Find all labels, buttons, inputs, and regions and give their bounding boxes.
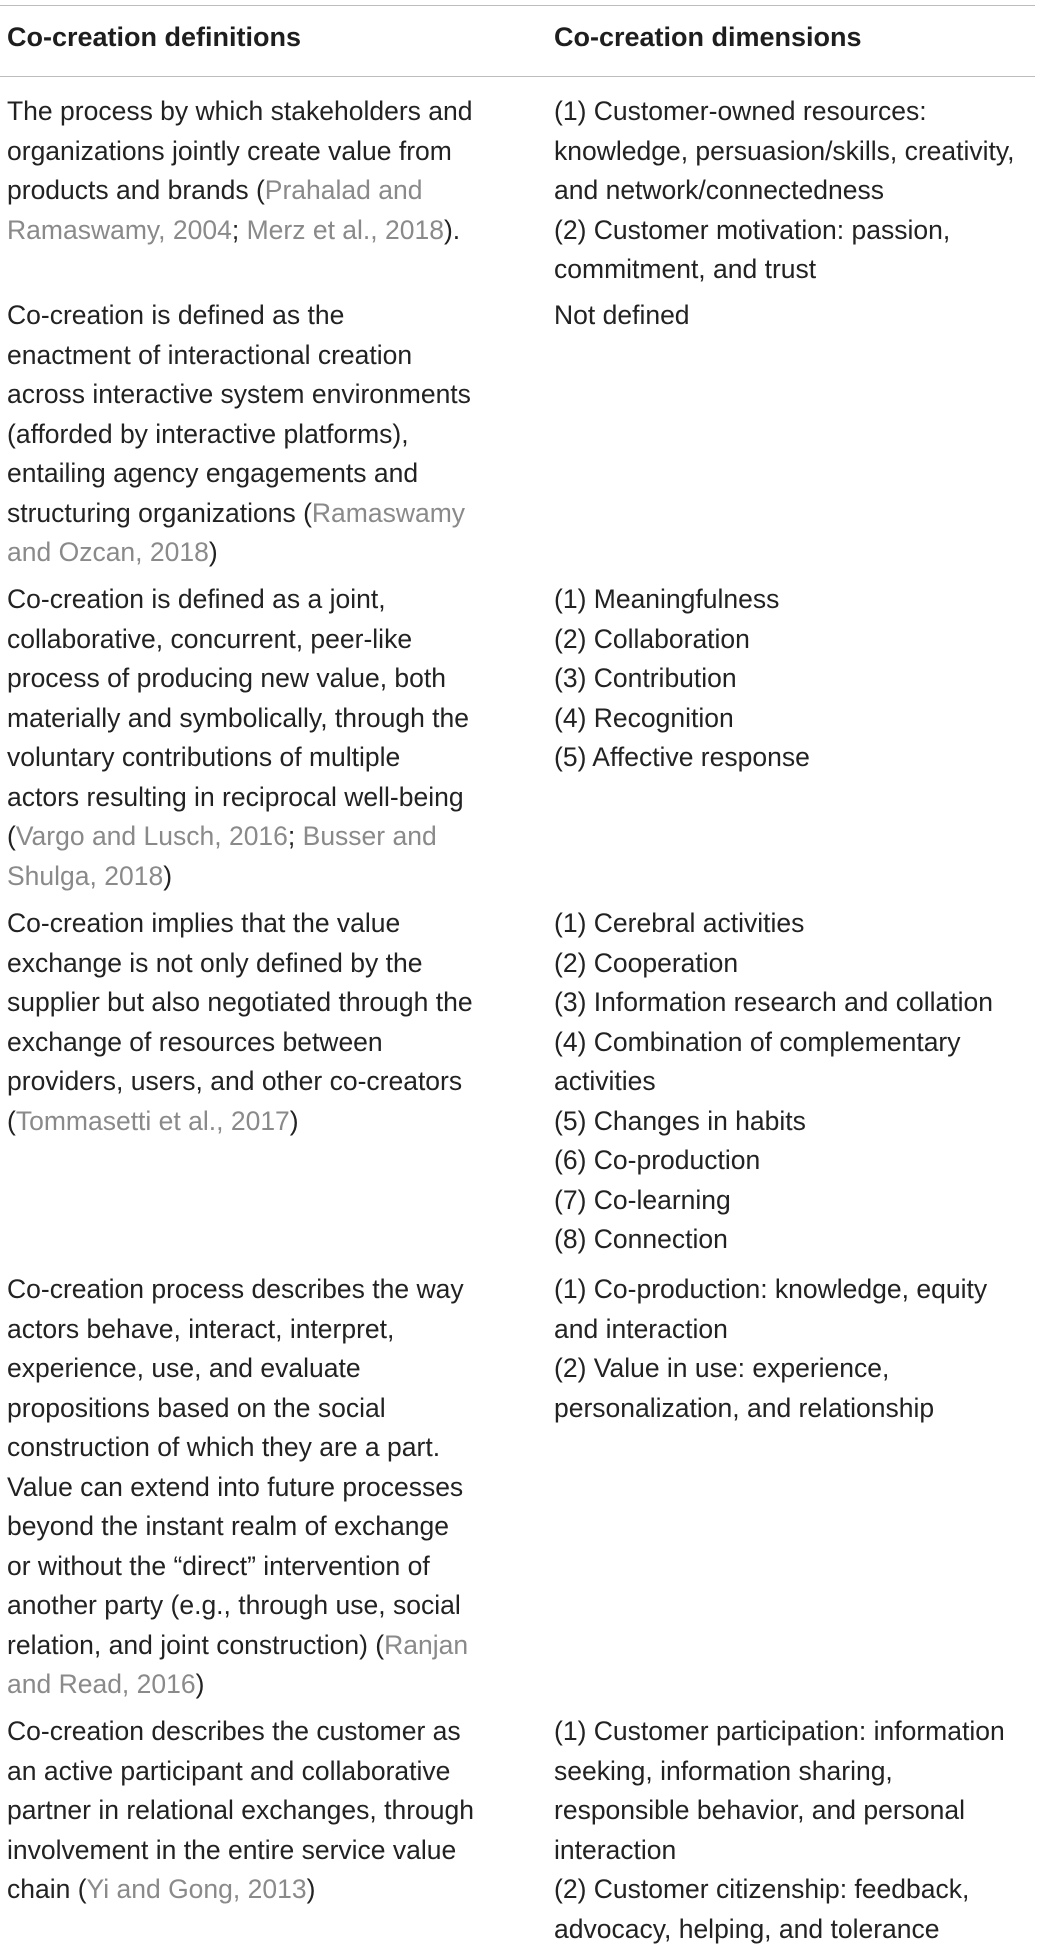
definition-line xyxy=(7,375,471,415)
dimension-line: commitment, and trust xyxy=(554,250,1015,290)
definition-line xyxy=(7,944,473,984)
definition-text: experience, use, and evaluate xyxy=(7,1353,361,1383)
definition-text: supplier but also negotiated through the xyxy=(7,987,473,1017)
dimension-line: (5) Changes in habits xyxy=(554,1102,993,1142)
definition-line xyxy=(7,1062,473,1102)
definition-text: exchange of resources between xyxy=(7,1027,383,1057)
definition-text: structuring organizations ( xyxy=(7,498,312,528)
citation-link: and Ozcan, 2018 xyxy=(7,537,209,567)
definition-line xyxy=(7,1752,474,1792)
definition-text: ( xyxy=(7,821,16,851)
definition-line xyxy=(7,580,469,620)
definition-text: ) xyxy=(209,537,218,567)
citation-link: Prahalad and xyxy=(265,175,423,205)
definition-cell xyxy=(7,1270,468,1705)
definition-line xyxy=(7,778,469,818)
dimensions-cell xyxy=(554,92,1015,290)
definition-text: another party (e.g., through use, social xyxy=(7,1590,461,1620)
definition-line xyxy=(7,1791,474,1831)
definition-line xyxy=(7,1870,474,1910)
definition-text: products and brands ( xyxy=(7,175,265,205)
definition-text: Value can extend into future processes xyxy=(7,1472,463,1502)
dimensions-cell xyxy=(554,296,690,336)
definition-cell xyxy=(7,92,472,250)
definition-text: materially and symbolically, through the xyxy=(7,703,469,733)
definition-line xyxy=(7,1586,468,1626)
definition-line xyxy=(7,132,472,172)
definition-line xyxy=(7,1102,473,1142)
dimensions-cell xyxy=(554,580,810,778)
definition-text: Co-creation is defined as a joint, xyxy=(7,584,386,614)
dimension-line: (5) Affective response xyxy=(554,738,810,778)
definition-text: chain ( xyxy=(7,1874,87,1904)
definition-cell xyxy=(7,296,471,573)
definition-text: actors resulting in reciprocal well-being xyxy=(7,782,464,812)
definition-text: an active participant and collaborative xyxy=(7,1756,450,1786)
definition-line xyxy=(7,1389,468,1429)
definition-text: process of producing new value, both xyxy=(7,663,446,693)
dimension-line: (3) Contribution xyxy=(554,659,810,699)
definition-line xyxy=(7,620,469,660)
definition-line xyxy=(7,1468,468,1508)
citation-link: Busser and xyxy=(303,821,437,851)
dimension-line: seeking, information sharing, xyxy=(554,1752,1005,1792)
definition-line xyxy=(7,1349,468,1389)
dimension-line: and interaction xyxy=(554,1310,987,1350)
dimensions-cell xyxy=(554,1712,1005,1949)
header-dimensions: Co-creation dimensions xyxy=(554,22,862,53)
definition-line xyxy=(7,171,472,211)
definition-text: or without the “direct” intervention of xyxy=(7,1551,430,1581)
definition-line xyxy=(7,494,471,534)
definition-text: ) xyxy=(163,861,172,891)
definition-text: Co-creation implies that the value xyxy=(7,908,400,938)
definition-line xyxy=(7,1428,468,1468)
definition-line xyxy=(7,336,471,376)
definition-line xyxy=(7,296,471,336)
definition-line xyxy=(7,1023,473,1063)
definition-text: partner in relational exchanges, through xyxy=(7,1795,474,1825)
definition-text: across interactive system environments xyxy=(7,379,471,409)
definition-line xyxy=(7,415,471,455)
definition-line xyxy=(7,904,473,944)
citation-link: Vargo and Lusch, 2016 xyxy=(16,821,288,851)
dimension-line: (2) Cooperation xyxy=(554,944,993,984)
definition-line xyxy=(7,1831,474,1871)
definition-text: ; xyxy=(288,821,303,851)
table-header-rule xyxy=(0,76,1035,77)
definition-line xyxy=(7,659,469,699)
definition-text: ) xyxy=(290,1106,299,1136)
dimension-line: (1) Cerebral activities xyxy=(554,904,993,944)
definition-text: entailing agency engagements and xyxy=(7,458,418,488)
dimension-line: (2) Customer motivation: passion, xyxy=(554,211,1015,251)
definition-line xyxy=(7,454,471,494)
dimension-line: activities xyxy=(554,1062,993,1102)
definition-line xyxy=(7,211,472,251)
definition-cell xyxy=(7,580,469,896)
definition-line xyxy=(7,857,469,897)
citation-link: Ramaswamy, 2004 xyxy=(7,215,232,245)
definition-line xyxy=(7,92,472,132)
definition-line xyxy=(7,1665,468,1705)
dimension-line: (3) Information research and collation xyxy=(554,983,993,1023)
definition-text: construction of which they are a part. xyxy=(7,1432,440,1462)
definition-text: Co-creation process describes the way xyxy=(7,1274,464,1304)
definition-text: ( xyxy=(7,1106,16,1136)
header-definitions: Co-creation definitions xyxy=(7,22,301,53)
definition-text: relation, and joint construction) ( xyxy=(7,1630,384,1660)
dimension-line: (4) Combination of complementary xyxy=(554,1023,993,1063)
definition-line xyxy=(7,1507,468,1547)
definition-line xyxy=(7,738,469,778)
definition-text: collaborative, concurrent, peer-like xyxy=(7,624,412,654)
definition-text: The process by which stakeholders and xyxy=(7,96,472,126)
citation-link: Ranjan xyxy=(384,1630,468,1660)
definition-text: Co-creation describes the customer as xyxy=(7,1716,461,1746)
dimension-line: (6) Co-production xyxy=(554,1141,993,1181)
definition-line xyxy=(7,1626,468,1666)
dimension-line: Not defined xyxy=(554,296,690,336)
dimension-line: (2) Collaboration xyxy=(554,620,810,660)
definition-line xyxy=(7,1712,474,1752)
dimension-line: personalization, and relationship xyxy=(554,1389,987,1429)
citation-link: Shulga, 2018 xyxy=(7,861,163,891)
dimension-line: (1) Co-production: knowledge, equity xyxy=(554,1270,987,1310)
dimension-line: (1) Customer-owned resources: xyxy=(554,92,1015,132)
citation-link: Yi and Gong, 2013 xyxy=(87,1874,307,1904)
citation-link: Ramaswamy xyxy=(312,498,465,528)
definition-text: beyond the instant realm of exchange xyxy=(7,1511,449,1541)
dimension-line: (2) Customer citizenship: feedback, xyxy=(554,1870,1005,1910)
definition-line xyxy=(7,1310,468,1350)
definition-text: ; xyxy=(232,215,247,245)
dimension-line: (8) Connection xyxy=(554,1220,993,1260)
dimension-line: and network/connectedness xyxy=(554,171,1015,211)
dimensions-cell xyxy=(554,1270,987,1428)
dimension-line: advocacy, helping, and tolerance xyxy=(554,1910,1005,1949)
definition-cell xyxy=(7,904,473,1141)
definition-text: involvement in the entire service value xyxy=(7,1835,456,1865)
definition-line xyxy=(7,817,469,857)
definition-line xyxy=(7,1547,468,1587)
definition-text: voluntary contributions of multiple xyxy=(7,742,400,772)
dimension-line: (1) Meaningfulness xyxy=(554,580,810,620)
definition-text: providers, users, and other co-creators xyxy=(7,1066,462,1096)
dimensions-cell xyxy=(554,904,993,1260)
dimension-line: interaction xyxy=(554,1831,1005,1871)
definition-line xyxy=(7,533,471,573)
dimension-line: responsible behavior, and personal xyxy=(554,1791,1005,1831)
definition-text: actors behave, interact, interpret, xyxy=(7,1314,394,1344)
definition-cell xyxy=(7,1712,474,1910)
definition-text: organizations jointly create value from xyxy=(7,136,452,166)
definition-text: (afforded by interactive platforms), xyxy=(7,419,409,449)
definition-text: enactment of interactional creation xyxy=(7,340,412,370)
dimension-line: (4) Recognition xyxy=(554,699,810,739)
definition-text: Co-creation is defined as the xyxy=(7,300,344,330)
dimension-line: knowledge, persuasion/skills, creativity, xyxy=(554,132,1015,172)
dimension-line: (2) Value in use: experience, xyxy=(554,1349,987,1389)
definition-line xyxy=(7,1270,468,1310)
table-top-rule xyxy=(0,5,1035,6)
dimension-line: (1) Customer participation: information xyxy=(554,1712,1005,1752)
definition-text: ) xyxy=(196,1669,205,1699)
definition-text: exchange is not only defined by the xyxy=(7,948,422,978)
citation-link: Tommasetti et al., 2017 xyxy=(16,1106,290,1136)
dimension-line: (7) Co-learning xyxy=(554,1181,993,1221)
definition-text: propositions based on the social xyxy=(7,1393,386,1423)
definition-text: ) xyxy=(307,1874,316,1904)
definition-line xyxy=(7,983,473,1023)
citation-link: and Read, 2016 xyxy=(7,1669,196,1699)
citation-link: Merz et al., 2018 xyxy=(247,215,444,245)
definition-text: ). xyxy=(444,215,460,245)
definition-line xyxy=(7,699,469,739)
